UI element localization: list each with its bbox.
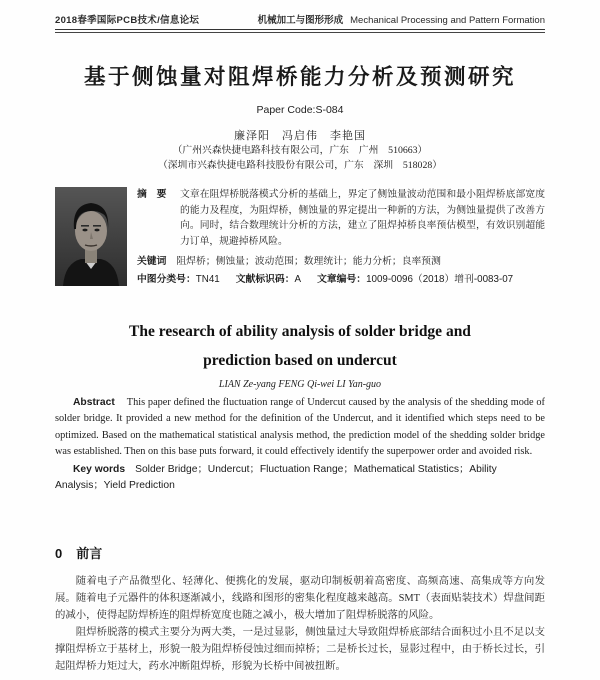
keywords-en-label: Key words xyxy=(73,464,126,476)
authors-en: LIAN Ze-yang FENG Qi-wei LI Yan-guo xyxy=(218,379,382,390)
affiliation-1: （广州兴森快捷电路科技有限公司，广东 广州 510663） xyxy=(172,145,428,156)
affiliation-2: （深圳市兴森快捷电路科技股份有限公司，广东 深圳 518028） xyxy=(157,160,443,171)
clc-label: 中图分类号： xyxy=(137,274,196,285)
header-double-rule xyxy=(55,29,545,33)
article-id-label: 文章编号： xyxy=(317,274,367,285)
abstract-column xyxy=(137,187,545,287)
conference-name: 2018春季国际PCB技术/信息论坛 xyxy=(55,15,200,26)
abstract-cn xyxy=(137,187,545,249)
authors-cn: 廉泽阳 冯启伟 李艳国 xyxy=(234,130,366,142)
session-name-en: Mechanical Processing and Pattern Formation xyxy=(350,15,545,26)
keywords-cn xyxy=(137,254,545,269)
abstract-en-label: Abstract xyxy=(73,397,115,408)
section-0-heading xyxy=(55,543,545,562)
doc-code-label: 文献标识码： xyxy=(235,274,295,285)
paper-title-cn: 基于侧蚀量对阻焊桥能力分析及预测研究 xyxy=(83,65,516,89)
clc-value: TN41 xyxy=(195,274,220,285)
session-name-cn: 机械加工与图形形成 xyxy=(257,15,344,26)
section-0-number: 0 xyxy=(55,545,63,561)
abstract-cn-text: 文章在阻焊桥脱落模式分析的基础上，界定了侧蚀量波动范围和最小阻焊桥底部宽度的能力及程度，为阻焊桥，侧蚀量的界定提出一种新的方法，为侧蚀量提供了改善方向。同时，结合数理统计分析的方法，建立了阻焊掉桥良率预估模型，有效识别超能力订单，规避掉桥风险。 xyxy=(180,189,545,247)
running-head xyxy=(55,12,545,29)
body-paragraph-1: 随着电子产品微型化、轻薄化、便携化的发展，驱动印制板朝着高密度、高频高速、高集成等方向发展。随着电子元器件的体积逐渐减小，线路和图形的密集化程度越来越高。SMT（表面贴装技术）焊盘间距的减小，使得起防焊桥连的阻焊桥宽度也随之减小，极大增加了阻焊桥脱落的风险。 xyxy=(55,575,545,621)
article-id-value: 1009-0096（2018）增刊-0083-07 xyxy=(366,274,514,285)
paper-code: Paper Code:S-084 xyxy=(256,104,344,116)
keywords-cn-label: 关键词 xyxy=(137,256,167,267)
abstract-cn-label: 摘 要 xyxy=(137,189,167,200)
keywords-en-text: Solder Bridge；Undercut；Fluctuation Range；Mathematical Statistics；Ability Analysis；Yield Prediction xyxy=(55,464,497,492)
paper-title-en xyxy=(55,317,545,375)
abstract-en xyxy=(55,395,545,460)
keywords-en xyxy=(55,462,545,495)
paper-title-en-line2: prediction based on undercut xyxy=(203,352,397,369)
author-photo xyxy=(55,187,127,286)
abstract-row xyxy=(55,187,545,287)
keywords-cn-text: 阻焊桥；侧蚀量；波动范围；数理统计；能力分析；良率预测 xyxy=(176,256,441,267)
abstract-en-text: This paper defined the fluctuation range of Undercut caused by the analysis of the shedding mode of solder bridge. It provided a new method for the definition of the Undercut, and it identified which steps need to be optimized. Based on the mathematical statistical analysis method, the prediction model of the shedding solder bridge was established. Then on this base puts forward, it could effectively identify the superpower order and avoided risk. xyxy=(55,397,545,457)
section-0-title: 前言 xyxy=(76,545,103,561)
classification-line xyxy=(137,272,545,287)
paper-title-en-line1: The research of ability analysis of solder bridge and xyxy=(129,323,471,340)
session-name xyxy=(258,12,545,26)
doc-code-value: A xyxy=(294,274,302,285)
body-paragraph-2: 阻焊桥脱落的模式主要分为两大类，一是过显影，侧蚀量过大导致阻焊桥底部结合面积过小且不足以支撑阻焊桥立于基材上，形貌一般为阻焊桥侵蚀过细而掉桥；二是桥长过长，显影过程中，由于桥长过长，引起阻焊桥力矩过大，药水冲断阻焊桥，形貌为长桥中间被扭断。 xyxy=(55,626,545,672)
